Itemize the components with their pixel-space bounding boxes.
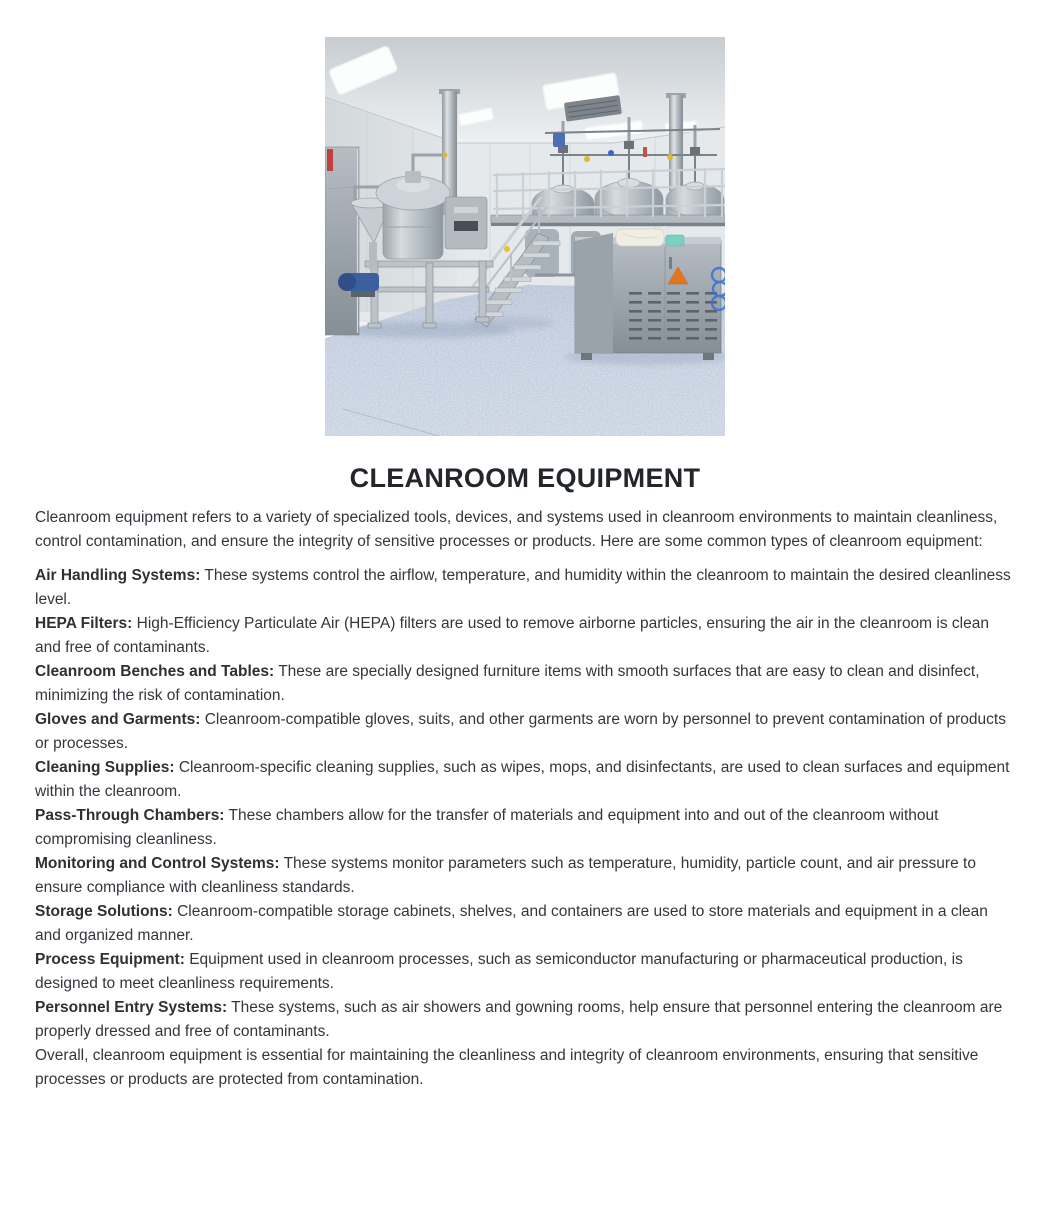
item-text: Cleanroom-specific cleaning supplies, such as wipes, mops, and disinfectants, are used to clean surfaces and equipment within the cleanroom.	[35, 759, 1010, 800]
blue-motor	[553, 133, 565, 147]
vent-louvers	[625, 289, 717, 343]
cleanroom-photo	[325, 37, 725, 436]
list-item	[35, 804, 1015, 852]
item-label: Air Handling Systems:	[35, 567, 201, 584]
item-label: Gloves and Garments:	[35, 711, 201, 728]
conclusion-paragraph: Overall, cleanroom equipment is essential for maintaining the cleanliness and integrity of cleanroom environments, ensuring that sensitive processes or products are protected from contamination.	[35, 1047, 979, 1088]
list-item	[35, 900, 1015, 948]
item-label: Storage Solutions:	[35, 903, 173, 920]
intro-paragraph: Cleanroom equipment refers to a variety of specialized tools, devices, and systems used in cleanroom environments to maintain cleanliness, control contamination, and ensure the integrity of sensitive processes or products. Here are some common types of cleanroom equipment:	[35, 509, 998, 550]
item-text: These systems, such as air showers and gowning rooms, help ensure that personnel entering the cleanroom are properly dressed and free of contaminants.	[35, 999, 1003, 1040]
right-cabinet	[575, 229, 725, 360]
item-text: These systems monitor parameters such as temperature, humidity, particle count, and air pressure to ensure compliance with cleanliness standards.	[35, 855, 976, 896]
article-body	[35, 506, 1015, 1092]
equipment-list	[35, 564, 1015, 1044]
item-label: Process Equipment:	[35, 951, 185, 968]
item-label: Cleaning Supplies:	[35, 759, 175, 776]
item-text: These are specially designed furniture items with smooth surfaces that are easy to clean and disinfect, minimizing the risk of contamination.	[35, 663, 980, 704]
item-label: Cleanroom Benches and Tables:	[35, 663, 275, 680]
item-text: Equipment used in cleanroom processes, such as semiconductor manufacturing or pharmaceutical production, is designed to meet cleanliness requirements.	[35, 951, 963, 992]
item-text: High-Efficiency Particulate Air (HEPA) filters are used to remove airborne particles, ensuring the air in the cleanroom is clean and free of contaminants.	[35, 615, 989, 656]
red-label	[327, 149, 333, 171]
list-item	[35, 660, 1015, 708]
list-item	[35, 996, 1015, 1044]
item-text: These systems control the airflow, temperature, and humidity within the cleanroom to maintain the desired cleanliness level.	[35, 567, 1011, 608]
item-text: These chambers allow for the transfer of materials and equipment into and out of the cleanroom without compromising cleanliness.	[35, 807, 939, 848]
item-label: Monitoring and Control Systems:	[35, 855, 280, 872]
cleanroom-photo-graphic	[325, 37, 725, 436]
item-label: Pass-Through Chambers:	[35, 807, 225, 824]
yellow-valve	[504, 246, 510, 252]
list-item	[35, 612, 1015, 660]
left-cabinet	[325, 147, 359, 335]
item-text: Cleanroom-compatible storage cabinets, shelves, and containers are used to store materials and equipment in a clean and organized manner.	[35, 903, 988, 944]
list-item	[35, 756, 1015, 804]
page-title: CLEANROOM EQUIPMENT	[349, 463, 701, 493]
item-label: Personnel Entry Systems:	[35, 999, 228, 1016]
list-item	[35, 948, 1015, 996]
item-text: Cleanroom-compatible gloves, suits, and other garments are worn by personnel to prevent contamination of products or processes.	[35, 711, 1006, 752]
list-item	[35, 708, 1015, 756]
list-item	[35, 852, 1015, 900]
teal-glove-box	[666, 235, 684, 246]
list-item	[35, 564, 1015, 612]
item-label: HEPA Filters:	[35, 615, 133, 632]
